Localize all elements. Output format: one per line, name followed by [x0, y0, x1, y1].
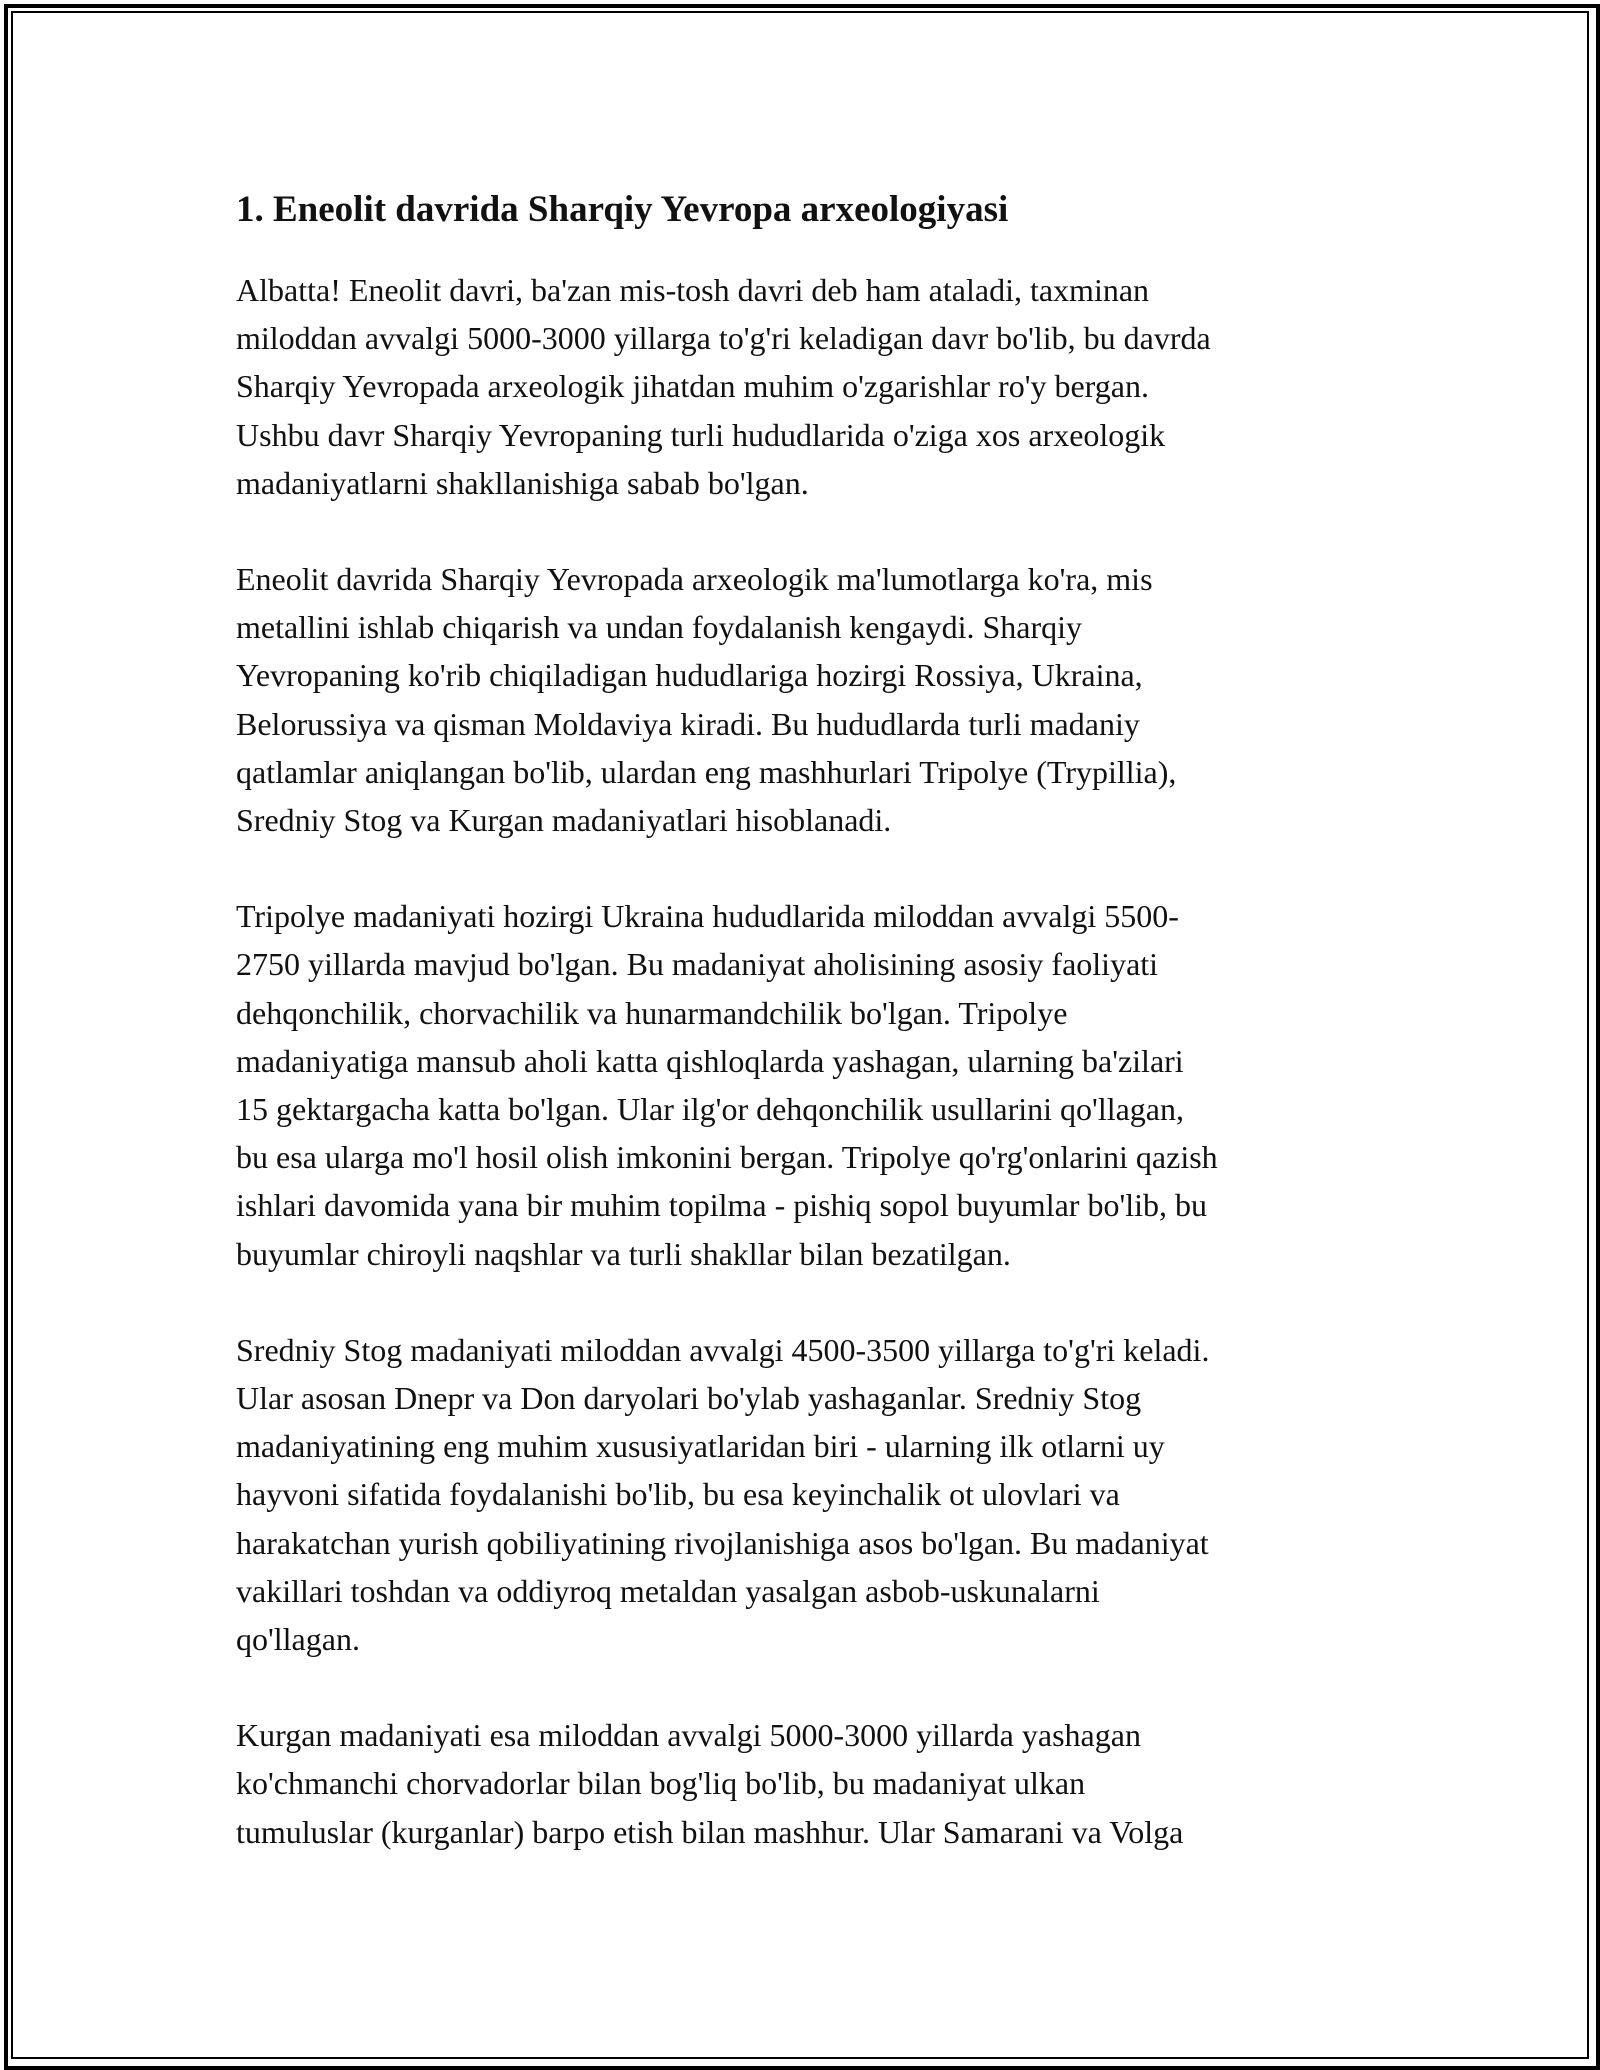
text-line: metallini ishlab chiqarish va undan foydalanish kengaydi. Sharqiy	[236, 609, 1083, 646]
text-line: Sharqiy Yevropada arxeologik jihatdan muhim o'zgarishlar ro'y bergan.	[236, 368, 1149, 405]
text-line: Yevropaning ko'rib chiqiladigan hududlariga hozirgi Rossiya, Ukraina,	[236, 657, 1143, 694]
text-line: 15 gektargacha katta bo'lgan. Ular ilg'or dehqonchilik usullarini qo'llagan,	[236, 1091, 1184, 1128]
text-line: Sredniy Stog va Kurgan madaniyatlari hisoblanadi.	[236, 802, 892, 839]
text-line: qo'llagan.	[236, 1621, 360, 1658]
text-line: madaniyatining eng muhim xususiyatlaridan biri - ularning ilk otlarni uy	[236, 1428, 1165, 1465]
text-line: hayvoni sifatida foydalanishi bo'lib, bu esa keyinchalik ot ulovlari va	[236, 1476, 1120, 1513]
text-line: dehqonchilik, chorvachilik va hunarmandchilik bo'lgan. Tripolye	[236, 994, 1068, 1031]
text-line: Belorussiya va qisman Moldaviya kiradi. Bu hududlarda turli madaniy	[236, 705, 1140, 742]
paragraph-sredniy-stog	[236, 1326, 1376, 1663]
text-line: bu esa ularga mo'l hosil olish imkonini bergan. Tripolye qo'rg'onlarini qazish	[236, 1139, 1218, 1176]
paragraph-kurgan	[236, 1711, 1376, 1856]
text-line: madaniyatlarni shakllanishiga sabab bo'lgan.	[236, 464, 809, 501]
section-heading: 1. Eneolit davrida Sharqiy Yevropa arxeologiyasi	[236, 189, 1009, 230]
text-line: ko'chmanchi chorvadorlar bilan bog'liq bo'lib, bu madaniyat ulkan	[236, 1765, 1086, 1802]
paragraph-intro	[236, 266, 1376, 507]
text-line: Eneolit davrida Sharqiy Yevropada arxeologik ma'lumotlarga ko'ra, mis	[236, 561, 1153, 598]
text-line: Kurgan madaniyati esa miloddan avvalgi 5000-3000 yillarda yashagan	[236, 1717, 1141, 1754]
document-body	[236, 186, 1376, 1904]
text-line: madaniyatiga mansub aholi katta qishloqlarda yashagan, ularning ba'zilari	[236, 1042, 1184, 1079]
text-line: qatlamlar aniqlangan bo'lib, ulardan eng mashhurlari Tripolye (Trypillia),	[236, 753, 1177, 790]
paragraph-tripolye	[236, 892, 1376, 1278]
text-line: ishlari davomida yana bir muhim topilma - pishiq sopol buyumlar bo'lib, bu	[236, 1187, 1207, 1224]
text-line: miloddan avvalgi 5000-3000 yillarga to'g'ri keladigan davr bo'lib, bu davrda	[236, 320, 1211, 357]
text-line: Sredniy Stog madaniyati miloddan avvalgi 4500-3500 yillarga to'g'ri keladi.	[236, 1331, 1210, 1368]
text-line: Tripolye madaniyati hozirgi Ukraina hududlarida miloddan avvalgi 5500-	[236, 898, 1179, 935]
text-line: vakillari toshdan va oddiyroq metaldan yasalgan asbob-uskunalarni	[236, 1572, 1100, 1609]
text-line: Ular asosan Dnepr va Don daryolari bo'ylab yashaganlar. Sredniy Stog	[236, 1380, 1142, 1417]
text-line: 2750 yillarda mavjud bo'lgan. Bu madaniyat aholisining asosiy faoliyati	[236, 946, 1159, 983]
paragraph-regions	[236, 555, 1376, 844]
text-line: tumuluslar (kurganlar) barpo etish bilan mashhur. Ular Samarani va Volga	[236, 1813, 1184, 1850]
text-line: Albatta! Eneolit davri, ba'zan mis-tosh davri deb ham ataladi, taxminan	[236, 272, 1150, 308]
text-line: buyumlar chiroyli naqshlar va turli shakllar bilan bezatilgan.	[236, 1235, 1011, 1272]
text-line: harakatchan yurish qobiliyatining rivojlanishiga asos bo'lgan. Bu madaniyat	[236, 1524, 1209, 1561]
text-line: Ushbu davr Sharqiy Yevropaning turli hududlarida o'ziga xos arxeologik	[236, 416, 1166, 453]
